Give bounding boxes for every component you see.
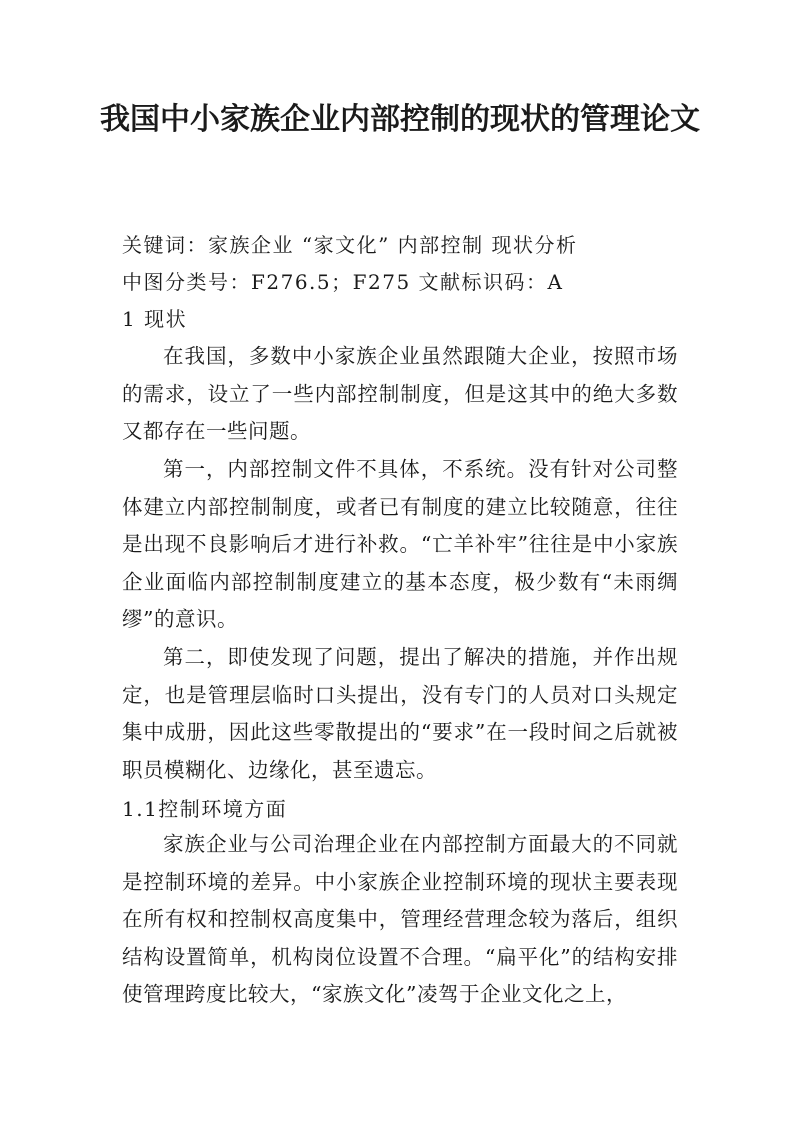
paragraph-1: 在我国，多数中小家族企业虽然跟随大企业，按照市场的需求，设立了一些内部控制制度，但是这其中的绝大多数又都存在一些问题。 [122,344,678,443]
paragraph-4: 家族企业与公司治理企业在内部控制方面最大的不同就是控制环境的差异。中小家族企业控制环境的现状主要表现在所有权和控制权高度集中，管理经营理念较为落后，组织结构设置简单，机构岗位设置不合理。“扁平化”的结构安排使管理跨度比较大，“家族文化”凌驾于企业文化之上， [122,832,678,1006]
paper-title: 我国中小家族企业内部控制的现状的管理论文 [100,102,700,137]
keywords-line: 关键词：家族企业 “家文化” 内部控制 现状分析 [122,233,578,257]
paragraph-3: 第二，即使发现了问题，提出了解决的措施，并作出规定，也是管理层临时口头提出，没有专门的人员对口头规定集中成册，因此这些零散提出的“要求”在一段时间之后就被职员模糊化、边缘化，甚至遗忘。 [122,645,678,782]
paragraph-2: 第一，内部控制文件不具体，不系统。没有针对公司整体建立内部控制制度，或者已有制度的建立比较随意，往往是出现不良影响后才进行补救。“亡羊补牢”往往是中小家族企业面临内部控制制度建立的基本态度，极少数有“未雨绸缪”的意识。 [122,457,678,631]
classification-line: 中图分类号：F276.5；F275 文献标识码：A [122,270,564,294]
section-1-1-heading: 1.1控制环境方面 [122,797,288,821]
section-1-heading: 1 现状 [122,307,188,331]
